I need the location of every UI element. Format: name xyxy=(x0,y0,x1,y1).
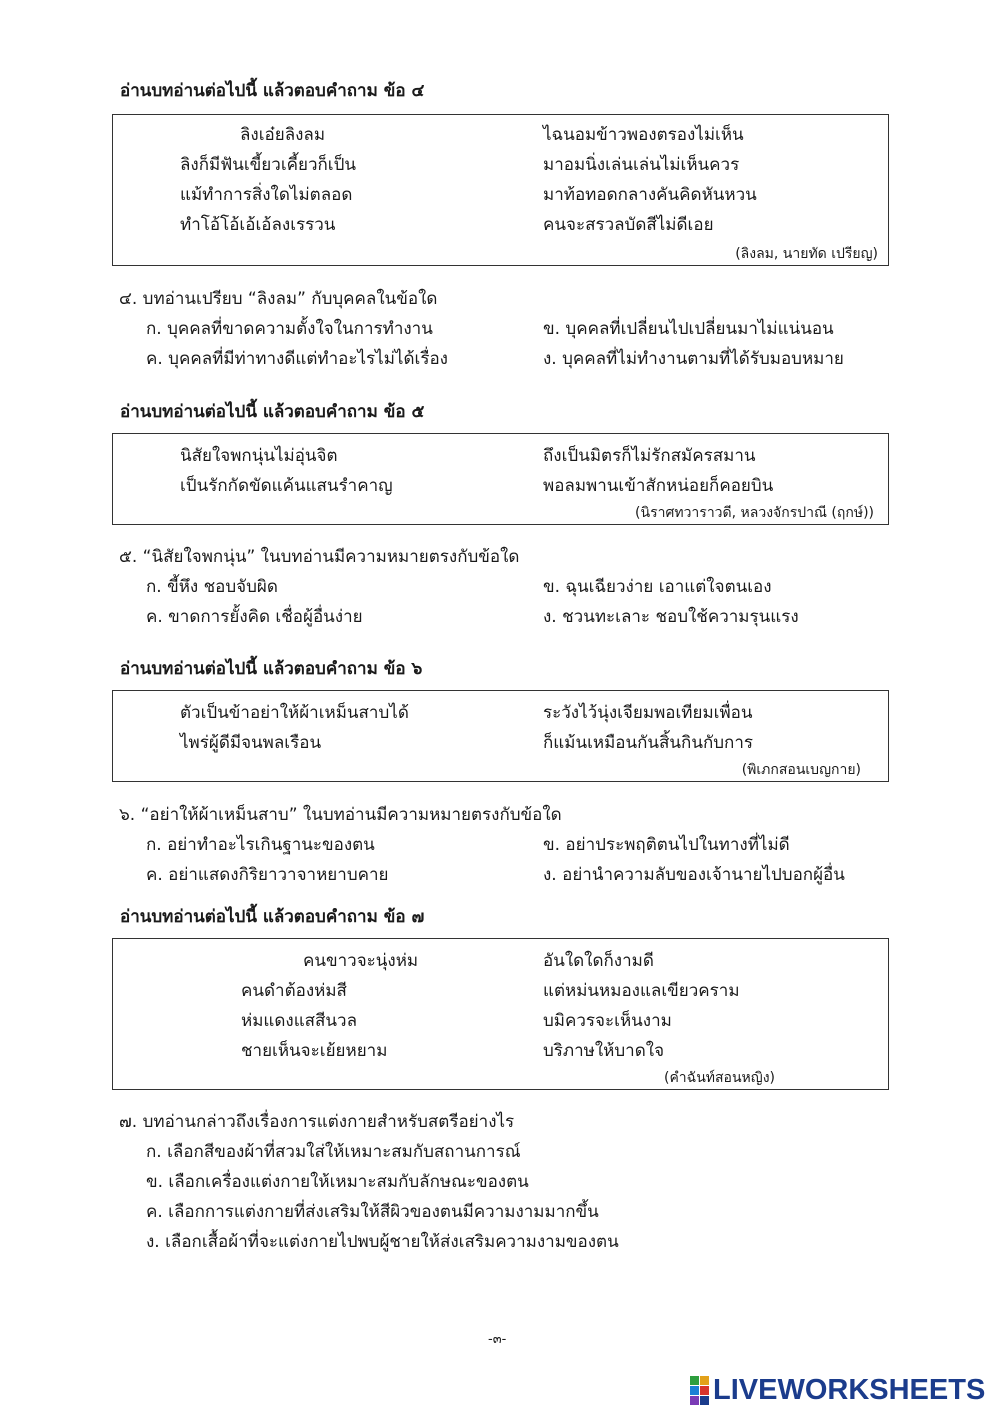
poem-line: ทำโอ้โอ้เอ้เอ้ลงเรรวน xyxy=(180,215,336,235)
poem-line: ไฉนอมข้าวพองตรองไม่เห็น xyxy=(543,125,744,145)
poem-line: อันใดใดก็งามดี xyxy=(543,951,654,971)
poem-box xyxy=(112,938,889,1090)
poem-line: คนจะสรวลบัดสีไม่ดีเอย xyxy=(543,215,714,235)
poem-source: (พิเภกสอนเบญกาย) xyxy=(741,762,861,778)
choice-ko[interactable]: ก. อย่าทำอะไรเกินฐานะของตน xyxy=(146,835,375,855)
page-number: -๓- xyxy=(488,1332,507,1347)
poem-source: (คำฉันท์สอนหญิง) xyxy=(663,1070,775,1086)
section-heading: อ่านบทอ่านต่อไปนี้ แล้วตอบคำถาม ข้อ ๗ xyxy=(120,907,425,927)
liveworksheets-logo-icon xyxy=(690,1376,709,1405)
question-text: ๕. “นิสัยใจพกนุ่น” ในบทอ่านมีความหมายตรงกับข้อใด xyxy=(119,547,520,567)
poem-line: คนขาวจะนุ่งห่ม xyxy=(303,951,419,971)
poem-box xyxy=(112,690,889,782)
choice-kho-khwai[interactable]: ค. ขาดการยั้งคิด เชื่อผู้อื่นง่าย xyxy=(146,607,363,627)
poem-line: บมิควรจะเห็นงาม xyxy=(543,1011,672,1031)
choice-kho-khwai[interactable]: ค. อย่าแสดงกิริยาวาจาหยาบคาย xyxy=(146,865,389,885)
choice-kho-khwai[interactable]: ค. บุคคลที่มีท่าทางดีแต่ทำอะไรไม่ได้เรื่อง xyxy=(146,349,448,369)
poem-line: ก็แม้นเหมือนกันสิ้นกินกับการ xyxy=(543,733,754,753)
choice-ngo[interactable]: ง. เลือกเสื้อผ้าที่จะแต่งกายไปพบผู้ชายให้ส่งเสริมความงามของตน xyxy=(146,1232,619,1252)
choice-ngo[interactable]: ง. อย่านำความลับของเจ้านายไปบอกผู้อื่น xyxy=(543,865,845,885)
poem-line: ลิงเอ๋ยลิงลม xyxy=(240,125,326,145)
poem-line: บริภาษให้บาดใจ xyxy=(543,1041,665,1061)
poem-line: ชายเห็นจะเย้ยหยาม xyxy=(241,1041,388,1061)
poem-line: คนดำต้องห่มสี xyxy=(241,981,347,1001)
choice-kho[interactable]: ข. บุคคลที่เปลี่ยนไปเปลี่ยนมาไม่แน่นอน xyxy=(543,319,834,339)
logo-text: LIVEWORKSHEETS xyxy=(713,1373,986,1406)
question-text: ๔. บทอ่านเปรียบ “ลิงลม” กับบุคคลในข้อใด xyxy=(119,289,438,309)
poem-source: (นิราศทวาราวดี, หลวงจักรปาณี (ฤกษ์)) xyxy=(635,505,874,521)
liveworksheets-logo xyxy=(690,1374,985,1406)
poem-line: พอลมพานเข้าสักหน่อยก็คอยบิน xyxy=(543,476,774,496)
section-heading: อ่านบทอ่านต่อไปนี้ แล้วตอบคำถาม ข้อ ๔ xyxy=(120,81,425,101)
poem-line: ห่มแดงแสสีนวล xyxy=(241,1011,358,1031)
poem-line: ตัวเป็นข้าอย่าให้ผ้าเหม็นสาบได้ xyxy=(180,703,409,723)
poem-line: ระวังไว้นุ่งเจียมพอเทียมเพื่อน xyxy=(543,703,753,723)
poem-line: แม้ทำการสิ่งใดไม่ตลอด xyxy=(180,185,353,205)
question-text: ๗. บทอ่านกล่าวถึงเรื่องการแต่งกายสำหรับสตรีอย่างไร xyxy=(119,1112,515,1132)
section-heading: อ่านบทอ่านต่อไปนี้ แล้วตอบคำถาม ข้อ ๖ xyxy=(120,659,423,679)
question-text: ๖. “อย่าให้ผ้าเหม็นสาบ” ในบทอ่านมีความหมายตรงกับข้อใด xyxy=(119,805,562,825)
choice-kho-khwai[interactable]: ค. เลือกการแต่งกายที่ส่งเสริมให้สีผิวของตนมีความงามมากขึ้น xyxy=(146,1202,599,1222)
poem-line: ไพร่ผู้ดีมีจนพลเรือน xyxy=(180,733,322,753)
poem-line: นิสัยใจพกนุ่นไม่อุ่นจิต xyxy=(180,446,338,466)
choice-kho[interactable]: ข. อย่าประพฤติตนไปในทางที่ไม่ดี xyxy=(543,835,790,855)
choice-ko[interactable]: ก. เลือกสีของผ้าที่สวมใส่ให้เหมาะสมกับสถานการณ์ xyxy=(146,1142,521,1162)
poem-line: เป็นรักกัดขัดแค้นแสนรำคาญ xyxy=(180,476,393,496)
choice-ko[interactable]: ก. ขี้หึง ชอบจับผิด xyxy=(146,577,278,597)
choice-kho[interactable]: ข. เลือกเครื่องแต่งกายให้เหมาะสมกับลักษณะของตน xyxy=(146,1172,529,1192)
poem-line: ลิงก็มีฟันเขี้ยวเคี้ยวก็เป็น xyxy=(180,155,357,175)
poem-line: มาอมนิ่งเล่นเล่นไม่เห็นควร xyxy=(543,155,740,175)
choice-ngo[interactable]: ง. บุคคลที่ไม่ทำงานตามที่ได้รับมอบหมาย xyxy=(543,349,844,369)
poem-source: (ลิงลม, นายทัด เปรียญ) xyxy=(735,246,878,262)
poem-box xyxy=(112,433,889,525)
section-heading: อ่านบทอ่านต่อไปนี้ แล้วตอบคำถาม ข้อ ๕ xyxy=(120,402,425,422)
poem-line: มาท้อทอดกลางคันคิดหันหวน xyxy=(543,185,757,205)
poem-box xyxy=(112,114,889,266)
choice-ko[interactable]: ก. บุคคลที่ขาดความตั้งใจในการทำงาน xyxy=(146,319,433,339)
choice-kho[interactable]: ข. ฉุนเฉียวง่าย เอาแต่ใจตนเอง xyxy=(543,577,772,597)
poem-line: ถึงเป็นมิตรก็ไม่รักสมัครสมาน xyxy=(543,446,756,466)
choice-ngo[interactable]: ง. ชวนทะเลาะ ชอบใช้ความรุนแรง xyxy=(543,607,799,627)
poem-line: แต่หม่นหมองแลเขียวคราม xyxy=(543,981,740,1001)
